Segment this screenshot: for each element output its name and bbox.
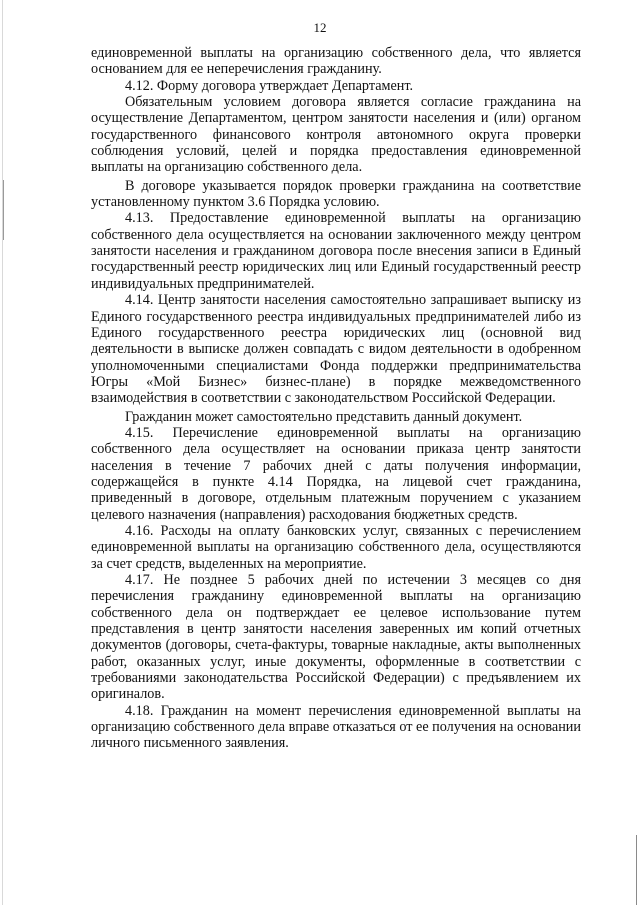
scan-edge-mark-right bbox=[636, 835, 637, 905]
paragraph-4-17: 4.17. Не позднее 5 рабочих дней по истечении 3 месяцев со дня перечисления гражданину единовременной выплаты на организацию собственного дела он подтверждает ее целевое использование путем представления в центр занятости населения заверенных им копий отчетных документов (договоры, счета-фактуры, товарные накладные, акты выполненных работ, оказанных услуг, иные документы, оформленные в соответствии с требованиями законодательства Российской Федерации) с предъявлением их оригиналов. bbox=[91, 572, 581, 703]
paragraph-4-15: 4.15. Перечисление единовременной выплаты на организацию собственного дела осуществляет на основании приказа центр занятости населения в течение 7 рабочих дней с даты получения информации, содержащейся в пункте 4.14 Порядка, на лицевой счет гражданина, приведенный в договоре, отдельным платежным поручением с указанием целевого назначения (направления) расходования бюджетных средств. bbox=[91, 424, 581, 523]
paragraph-continuation: единовременной выплаты на организацию собственного дела, что является основанием для ее неперечисления гражданину. bbox=[91, 45, 581, 78]
paragraph-4-12: 4.12. Форму договора утверждает Департамент. bbox=[125, 77, 414, 94]
paragraph-4-14: 4.14. Центр занятости населения самостоятельно запрашивает выписку из Единого государственного реестра индивидуальных предпринимателей либо из Единого государственного реестра юридических лиц (основной вид деятельности в выписке должен совпадать с видом деятельности в одобренном уполномоченными специалистами Фонда поддержки предпринимательства Югры «Мой Бизнес» бизнес-плане) в порядке межведомственного взаимодействия в соответствии с законодательством Российской Федерации. bbox=[91, 292, 581, 407]
paragraph-verification-order: В договоре указывается порядок проверки гражданина на соответствие установленному пунктом 3.6 Порядка условию. bbox=[91, 177, 581, 211]
paragraph-mandatory-condition: Обязательным условием договора является согласие гражданина на осуществление Департаментом, центром занятости населения и (или) органом государственного финансового контроля автономного округа проверки соблюдения условий, целей и порядка предоставления единовременной выплаты на организацию собственного дела. bbox=[91, 94, 581, 176]
paragraph-citizen-document: Гражданин может самостоятельно представить данный документ. bbox=[125, 408, 523, 425]
paragraph-4-16: 4.16. Расходы на оплату банковских услуг, связанных с перечислением единовременной выплаты на организацию собственного дела, осуществляются за счет средств, выделенных на мероприятие. bbox=[91, 522, 581, 572]
paragraph-4-18: 4.18. Гражданин на момент перечисления единовременной выплаты на организацию собственного дела вправе отказаться от ее получения на основании личного письменного заявления. bbox=[91, 702, 581, 752]
paragraph-4-13: 4.13. Предоставление единовременной выплаты на организацию собственного дела осуществляется на основании заключенного между центром занятости населения и гражданином договора после внесения записи в Единый государственный реестр юридических лиц или Единый государственный реестр индивидуальных предпринимателей. bbox=[91, 210, 581, 292]
page-number: 12 bbox=[313, 20, 327, 35]
scan-edge-line-left bbox=[2, 0, 3, 905]
scan-edge-mark-left bbox=[3, 180, 4, 240]
document-body bbox=[91, 45, 581, 752]
